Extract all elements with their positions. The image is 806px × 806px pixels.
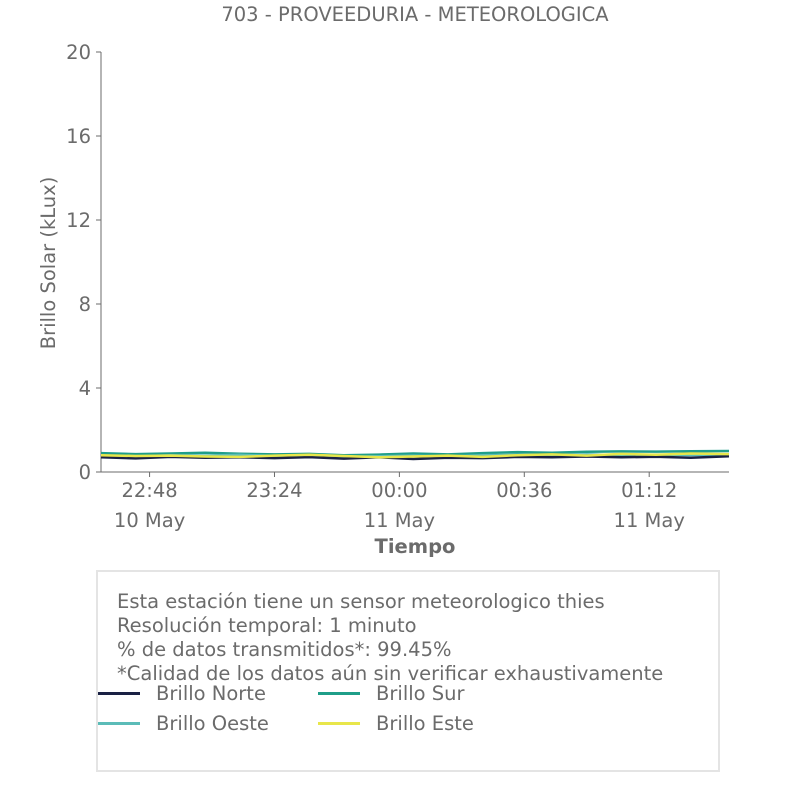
legend-swatch <box>98 722 140 725</box>
legend-swatch <box>98 692 140 695</box>
legend-label: Brillo Oeste <box>156 712 269 735</box>
legend-label: Brillo Norte <box>156 682 266 705</box>
y-tick-label: 20 <box>66 41 91 64</box>
y-tick-label: 8 <box>78 293 91 316</box>
station-info-text <box>117 590 663 686</box>
x-tick-time-label: 01:12 <box>621 479 678 502</box>
legend-swatch <box>318 692 360 695</box>
y-tick-label: 12 <box>66 209 91 232</box>
x-tick-time-label: 23:24 <box>246 479 303 502</box>
legend-swatch <box>318 722 360 725</box>
y-tick-label: 4 <box>78 377 91 400</box>
x-axis <box>101 472 729 532</box>
legend-item <box>318 682 465 705</box>
x-tick-date-label: 10 May <box>113 509 186 532</box>
x-tick-time-label: 00:36 <box>496 479 553 502</box>
y-axis <box>66 41 101 484</box>
info-transmission-line: % de datos transmitidos*: 99.45% <box>117 638 452 661</box>
plot-lines <box>101 451 729 459</box>
station-info-box <box>96 570 720 772</box>
legend-item <box>318 712 474 735</box>
y-tick-label: 0 <box>78 461 91 484</box>
legend-item <box>98 682 266 705</box>
x-tick-date-label: 11 May <box>613 509 685 532</box>
legend-item <box>98 712 269 735</box>
x-tick-date-label: 11 May <box>363 509 436 532</box>
y-tick-label: 16 <box>66 125 91 148</box>
x-axis-label: Tiempo <box>374 535 456 558</box>
info-resolution-line: Resolución temporal: 1 minuto <box>117 614 417 637</box>
legend-label: Brillo Este <box>376 712 474 735</box>
chart-title: 703 - PROVEEDURIA - METEOROLOGICA <box>221 3 609 26</box>
info-sensor-line: Esta estación tiene un sensor meteorologico thies <box>117 590 605 613</box>
legend-label: Brillo Sur <box>376 682 465 705</box>
x-tick-time-label: 00:00 <box>371 479 428 502</box>
y-axis-label: Brillo Solar (kLux) <box>37 176 60 350</box>
x-tick-time-label: 22:48 <box>121 479 178 502</box>
info-quality-note: *Calidad de los datos aún sin verificar exhaustivamente <box>117 662 664 685</box>
